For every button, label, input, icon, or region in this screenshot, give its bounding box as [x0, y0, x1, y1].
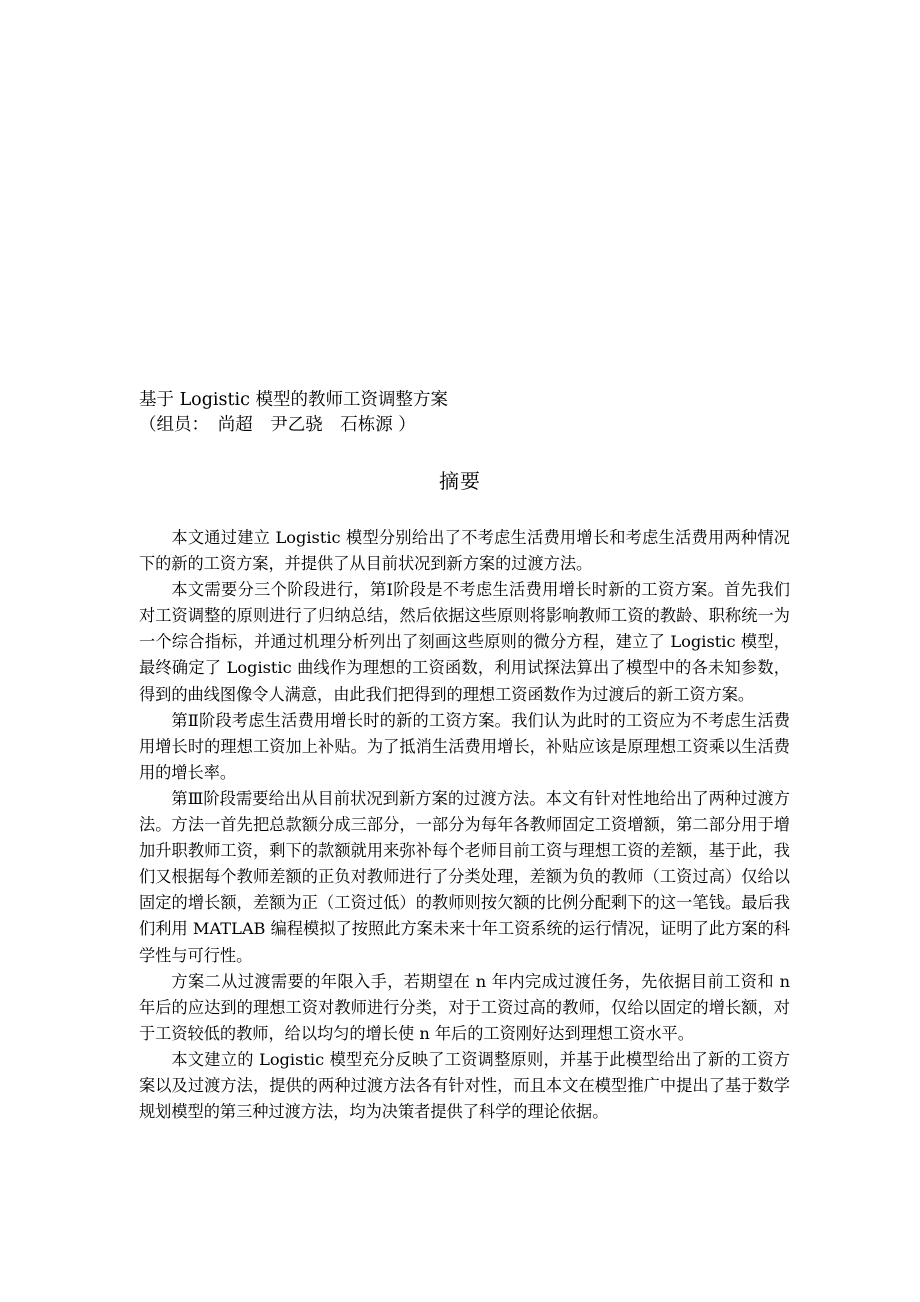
- group-members: （组员： 尚超 尹乙骁 石栋源 ）: [139, 415, 416, 435]
- abstract-paragraph: 本文建立的 Logistic 模型充分反映了工资调整原则，并基于此模型给出了新的工资方案以及过渡方法，提供的两种过渡方法各有针对性，而且本文在模型推广中提出了基于数学规划模型的第三种过渡方法，均为决策者提供了科学的理论依据。: [139, 1049, 790, 1122]
- paper-header: [139, 388, 789, 438]
- abstract-paragraph: 本文通过建立 Logistic 模型分别给出了不考虑生活费用增长和考虑生活费用两种情况下的新的工资方案，并提供了从目前状况到新方案的过渡方法。: [139, 528, 790, 574]
- paper-title: 基于 Logistic 模型的教师工资调整方案: [139, 390, 448, 410]
- abstract-paragraph: 第Ⅲ阶段需要给出从目前状况到新方案的过渡方法。本文有针对性地给出了两种过渡方法。方法一首先把总款额分成三部分，一部分为每年各教师固定工资增额，第二部分用于增加升职教师工资，剩下的款额就用来弥补每个老师目前工资与理想工资的差额，基于此，我们又根据每个教师差额的正负对教师进行了分类处理，差额为负的教师（工资过高）仅给以固定的增长额，差额为正（工资过低）的教师则按欠额的比例分配剩下的这一笔钱。最后我们利用 MATLAB 编程模拟了按照此方案未来十年工资系统的运行情况，证明了此方案的科学性与可行性。: [139, 788, 790, 965]
- abstract-paragraph: 第Ⅱ阶段考虑生活费用增长时的新的工资方案。我们认为此时的工资应为不考虑生活费用增长时的理想工资加上补贴。为了抵消生活费用增长，补贴应该是原理想工资乘以生活费用的增长率。: [139, 710, 790, 782]
- abstract-paragraph: 本文需要分三个阶段进行，第Ⅰ阶段是不考虑生活费用增长时新的工资方案。首先我们对工资调整的原则进行了归纳总结，然后依据这些原则将影响教师工资的教龄、职称统一为一个综合指标，并通过机理分析列出了刻画这些原则的微分方程，建立了 Logistic 模型，最终确定了 Logistic 曲线作为理想的工资函数，利用试探法算出了模型中的各未知参数，得到的曲线图像令人满意，由此我们把得到的理想工资函数作为过渡后的新工资方案。: [139, 580, 790, 704]
- abstract-heading: 摘要: [439, 469, 481, 493]
- abstract-body: [139, 525, 790, 1125]
- abstract-paragraph: 方案二从过渡需要的年限入手，若期望在 n 年内完成过渡任务，先依据目前工资和 n 年后的应达到的理想工资对教师进行分类，对于工资过高的教师，仅给以固定的增长额，对于工资较低的教师，给以均匀的增长使 n 年后的工资刚好达到理想工资水平。: [139, 971, 790, 1043]
